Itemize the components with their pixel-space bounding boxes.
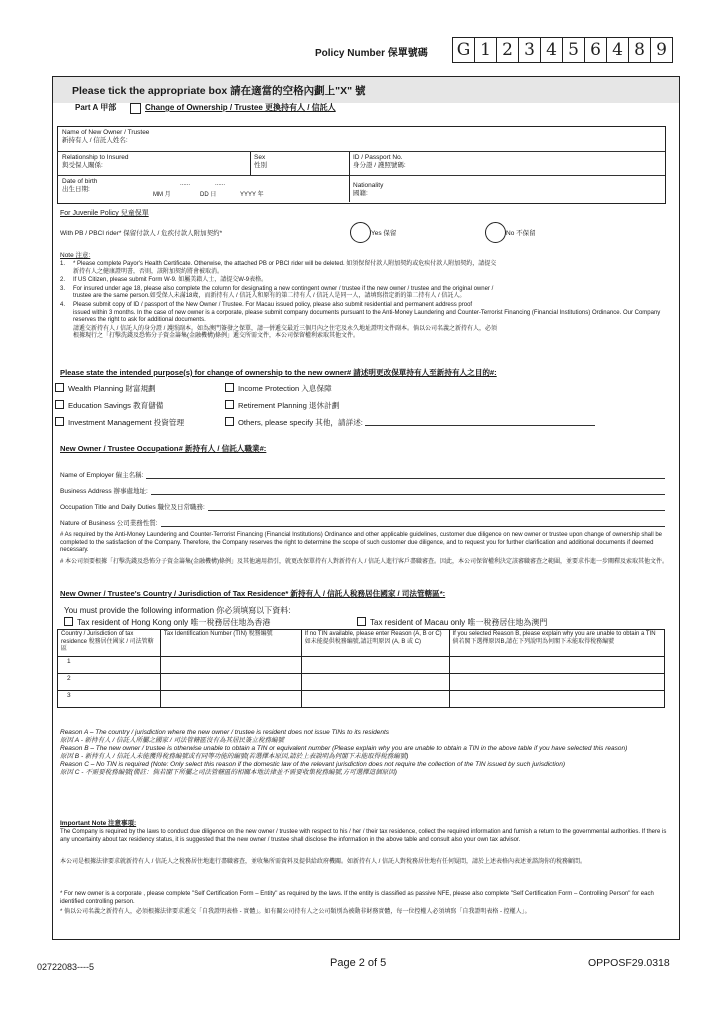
reason-text-en: Reason B – The new owner / trustee is otherwise unable to obtain a TIN or equivalent number (Please explain why you are unable to obtain a TIN in the above table if you have selected this reason) xyxy=(60,745,628,752)
dob-day-label: DD 日 xyxy=(200,192,217,198)
sex-label: Sex xyxy=(254,154,266,161)
purpose-option[interactable] xyxy=(55,383,225,394)
purpose-checkbox[interactable] xyxy=(225,383,234,392)
purpose-option[interactable] xyxy=(225,417,605,428)
note-number xyxy=(60,326,73,341)
tax-row-number: 3 xyxy=(58,691,161,708)
relationship-label-cn: 與受保人關係: xyxy=(62,162,103,169)
tax-table-header: If you selected Reason B, please explain why you are unable to obtain a TIN 倘若閣下選擇原因B,請在下列說明為何閣下未能取得稅務編號 xyxy=(449,630,664,657)
occupation-field-label: Business Address 辦事處地址: xyxy=(60,488,148,495)
tax-table-cell[interactable] xyxy=(160,657,301,674)
yes-label: Yes 保留 xyxy=(371,230,397,237)
tax-table-header: Country / Jurisdiction of tax residence 稅務居住國家 / 司法管轄區 xyxy=(58,630,161,657)
occupation-note-en: # As required by the Anti-Money Laundering and Counter-Terrorist Financing (Financial Institutions) Ordinance and other applicable guidelines, customer due diligence on new owner or trustee upon change of ownership shall be completed to the satisfaction of the Company. Therefore, the Company reserves the right to determine the scope of such customer due diligence, and to request you for further clarification and additional documents if deemed necessary. xyxy=(60,532,663,554)
page-number: Page 2 of 5 xyxy=(330,957,387,969)
policy-digit-box: 4 xyxy=(606,38,628,62)
dob-separator: ...... xyxy=(215,181,226,187)
purpose-option[interactable] xyxy=(225,400,605,411)
occupation-field[interactable] xyxy=(60,512,665,528)
nationality-label: Nationality xyxy=(353,182,384,189)
instruction-text: Please tick the appropriate box 請在適當的空格內劃上"X" 號 xyxy=(72,85,366,97)
purpose-checkbox[interactable] xyxy=(225,400,234,409)
purpose-label: Wealth Planning 財富規劃 xyxy=(68,384,156,393)
purpose-label: Investment Management 投資管理 xyxy=(68,418,185,427)
tax-table-cell[interactable] xyxy=(301,691,449,708)
dob-label: Date of birth xyxy=(62,178,98,185)
new-owner-name-label-cn: 新持有人 / 信託人姓名: xyxy=(62,137,128,144)
dob-month-label: MM 月 xyxy=(153,192,171,198)
note-number: 3. xyxy=(60,285,66,292)
purpose-label: Education Savings 教育儲備 xyxy=(68,401,164,410)
purpose-label: Income Protection 入息保障 xyxy=(238,384,332,393)
corporate-note-cn: * 倘以公司名義之新持有人，必須根據法律要求遞交「自我證明表格 - 實體」。如有關公司持有人之公司類別為被動非財務實體，每一位控權人必須填寫「自我證明表格 - 控權人」。 xyxy=(60,909,531,915)
tax-table-cell[interactable] xyxy=(160,674,301,691)
policy-digit-box: 8 xyxy=(628,38,650,62)
tax-table-row xyxy=(58,674,665,691)
pb-rider-label: With PB / PBCI rider* 保留付款人 / 危疾付款人附加契約* xyxy=(60,230,223,237)
form-version: OPPOSF29.0318 xyxy=(588,957,670,969)
tax-reason xyxy=(60,729,668,745)
yes-radio[interactable] xyxy=(350,222,371,243)
tax-reason xyxy=(60,745,668,761)
tax-table-cell[interactable] xyxy=(301,657,449,674)
policy-digit-box: 5 xyxy=(562,38,584,62)
purpose-option[interactable] xyxy=(55,417,225,428)
tax-must-provide: You must provide the following information 你必須填寫以下資料: xyxy=(64,606,291,615)
policy-number-label: Policy Number 保單號碼 xyxy=(315,48,428,59)
no-label: No 不保留 xyxy=(506,230,536,237)
notes-list xyxy=(60,261,665,342)
occupation-title: New Owner / Trustee Occupation# 新持有人 / 信託人職業#: xyxy=(60,444,267,453)
purpose-checkbox[interactable] xyxy=(225,417,234,426)
note-number: 1. xyxy=(60,261,66,267)
nationality-label-cn: 國籍: xyxy=(353,190,368,197)
tax-hk-label: Tax resident of Hong Kong only 唯一稅務居住地為香港 xyxy=(77,618,271,627)
note-item xyxy=(60,277,665,285)
note-number: 2. xyxy=(60,277,66,284)
note-number: 4. xyxy=(60,301,66,308)
reason-text-cn: 原因 C - 不需要稅務編號(備註：倘若閣下所屬之司法管轄區的相關本地法律並不需要收集稅務編號,方可選擇這個原因) xyxy=(60,769,397,776)
note-text: 請遞交新持有人 / 信託人的身分證 / 護照副本。如為澳門簽發之保單，請一併遞交最近三個月內之住宅及永久地址證明文件副本。倘以公司名義之新持有人，必須 根據現行之「打擊洗錢及恐怖分子資金籌集(金融機構)條例」遞交所需文件，本公司保留權利索取其他文件。 xyxy=(73,325,498,340)
purpose-options xyxy=(55,383,655,428)
occupation-field-input[interactable] xyxy=(208,510,665,511)
notes-title: Note 注意: xyxy=(60,252,91,259)
id-passport-label-cn: 身分證 / 護照號碼: xyxy=(353,162,406,169)
purpose-title: Please state the intended purpose(s) for change of ownership to the new owner# 請述明更改保單持有人至新持有人之目的#: xyxy=(60,368,497,377)
part-a-checkbox[interactable] xyxy=(130,103,141,114)
note-item xyxy=(60,326,665,341)
occupation-field-input[interactable] xyxy=(161,526,665,527)
others-specify-line[interactable] xyxy=(365,425,595,426)
occupation-field-label: Name of Employer 僱主名稱: xyxy=(60,472,144,479)
occupation-field-input[interactable] xyxy=(146,478,665,479)
important-note-en: The Company is required by the laws to conduct due diligence on the new owner / trustee with respect to his / her / their tax residence, collect the required information and furnish a return to the governmental authorities. If there is any uncertainty about tax residency status, it is suggested that the new owner / trustee shall disclose the information in the above table and consult also your own tax advisor. xyxy=(60,829,667,843)
note-text: Please submit copy of ID / passport of the New Owner / Trustee. For Macau issued policy, please also submit residential and permanent address proof issued within 3 months. In the case of new owner is a corporate, please submit company documents pursuant to the Anti-Money Laundering and Counter-Terrorist Financing (Financial Institutions) Ordinance. Our Company reserves the right to ask for additional documents. xyxy=(73,301,661,324)
tax-row-number: 2 xyxy=(58,674,161,691)
policy-digit-box: 4 xyxy=(540,38,562,62)
reason-text-en: Reason A – The country / jurisdiction where the new owner / trustee is resident does not issue TINs to its residents xyxy=(60,729,390,736)
important-note-cn: 本公司是根據法律要求就新持有人 / 信託人之稅務居住地進行盡職審查，並收集所需資料及提供給政府機關。如新持有人 / 信託人對稅務居住地有任何疑問，請於上述表格內表述並諮詢你的稅務顧問。 xyxy=(60,859,587,865)
part-a-title: Change of Ownership / Trustee 更換持有人 / 信託人 xyxy=(145,103,336,112)
purpose-checkbox[interactable] xyxy=(55,400,64,409)
tax-table-cell[interactable] xyxy=(449,674,664,691)
form-code: 02722083----5 xyxy=(37,962,95,972)
reason-text-cn: 原因 A - 新持有人 / 信託人所屬之國家 / 司法管轄區沒有為其居民簽立稅務編號 xyxy=(60,737,285,744)
policy-digit-box: 1 xyxy=(474,38,496,62)
policy-digit-box: G xyxy=(456,40,471,60)
occupation-field[interactable] xyxy=(60,462,665,480)
no-radio[interactable] xyxy=(485,222,506,243)
new-owner-name-label: Name of New Owner / Trustee xyxy=(62,129,150,136)
tax-reason xyxy=(60,761,668,777)
policy-digit-box: 6 xyxy=(584,38,606,62)
policy-digit-box: 2 xyxy=(496,38,518,62)
important-note-title: Important Note 注意事項: xyxy=(60,820,137,827)
reason-text-en: Reason C – No TIN is required (Note: Only select this reason if the domestic law of the relevant jurisdiction does not require the collection of the TIN issued by such jurisdiction) xyxy=(60,761,566,768)
tax-table-cell[interactable] xyxy=(160,691,301,708)
note-text: For insured under age 18, please also complete the column for designating a new contingent owner / trustee if the new owner / trustee and the original owner / trustee are the same person.如受保人未滿18歲，而新持有人 / 信託人和原有的第二持有人 / 信託人是同一人，請填寫指定新的第二持有人 / 信託人。 xyxy=(73,285,494,300)
purpose-checkbox[interactable] xyxy=(55,383,64,392)
tax-table-header: If no TIN available, please enter Reason (A, B or C) 如未能提供稅務編號,請註明原因 (A, B 或 C) xyxy=(301,630,449,657)
policy-digit-box: 3 xyxy=(518,38,540,62)
occupation-fields xyxy=(60,462,665,528)
tax-row-number: 1 xyxy=(58,657,161,674)
tax-title: New Owner / Trustee's Country / Jurisdiction of Tax Residence* 新持有人 / 信託人稅務居住國家 / 司法管轄區*: xyxy=(60,589,446,598)
policy-digit-box: 9 xyxy=(650,38,672,62)
occupation-field[interactable] xyxy=(60,496,665,512)
occupation-field[interactable] xyxy=(60,480,665,496)
hk-checkbox[interactable] xyxy=(64,617,73,626)
note-item xyxy=(60,302,665,325)
purpose-label: Others, please specify 其他，請詳述: xyxy=(238,418,363,427)
id-passport-label: ID / Passport No. xyxy=(353,154,403,161)
policy-number-boxes[interactable] xyxy=(452,37,673,63)
occupation-field-label: Occupation Title and Daily Duties 職位及日常職務: xyxy=(60,504,205,511)
reason-text-cn: 原因 B - 新持有人 / 信託人未能獲得稅務編號或有同等功能的編號(若選擇本原因,請於上表說明為何閣下未能取得稅務編號) xyxy=(60,753,409,760)
note-item xyxy=(60,286,665,301)
purpose-label: Retirement Planning 退休計劃 xyxy=(238,401,340,410)
purpose-option[interactable] xyxy=(225,383,605,394)
dob-year-label: YYYY 年 xyxy=(240,192,264,198)
tax-table-row xyxy=(58,691,665,708)
note-text: If US Citizen, please submit Form W-9. 如屬美籍人士，請提交W-9表格。 xyxy=(73,277,268,284)
juvenile-title: For Juvenile Policy 兒童保單 xyxy=(60,210,149,217)
note-text: * Please complete Payor's Health Certificate. Otherwise, the attached PB or PBCI rider will be deleted. 如須保留付款人附加契約或危疾付款人附加契約，請提交 新持有人之健康證明書，否則，該附加契約將會被取消。 xyxy=(73,261,497,275)
tax-table-cell[interactable] xyxy=(301,674,449,691)
occupation-note-cn: # 本公司須要根據「打擊洗錢及恐怖分子資金籌集(金融機構)條例」及其他適用指引，就更改保單持有人對新持有人 / 信託人進行客戶盡職審查。因此，本公司保留權利決定該審職審查之範圍，並要求作進一步闡釋及索取其他文件。 xyxy=(60,559,669,565)
tax-residence-table xyxy=(57,629,665,708)
sex-label-cn: 性別 xyxy=(254,162,267,169)
dob-separator: ...... xyxy=(180,181,191,187)
relationship-label: Relationship to Insured xyxy=(62,154,129,161)
tax-table-cell[interactable] xyxy=(449,657,664,674)
corporate-note-en: * For new owner is a corporate , please complete "Self Certification Form – Entity" as required by the laws. If the entity is classified as passive NFE, please also complete "Self Certification Form – Controlling Person" for each identified controlling person. xyxy=(60,891,654,905)
tax-table-row xyxy=(58,657,665,674)
purpose-checkbox[interactable] xyxy=(55,417,64,426)
part-a-label: Part A 甲部 xyxy=(75,103,117,112)
tax-macau-label: Tax resident of Macau only 唯一稅務居住地為澳門 xyxy=(370,618,548,627)
tax-reasons xyxy=(60,729,668,777)
tax-macau-option[interactable] xyxy=(357,617,547,628)
occupation-field-label: Nature of Business 公司業務性質: xyxy=(60,520,158,527)
occupation-field-input[interactable] xyxy=(151,494,665,495)
purpose-option[interactable] xyxy=(55,400,225,411)
note-item xyxy=(60,261,665,276)
macau-checkbox[interactable] xyxy=(357,617,366,626)
tax-hk-option[interactable] xyxy=(64,617,270,628)
tax-table-header: Tax Identification Number (TIN) 稅務編號 xyxy=(160,630,301,657)
dob-label-cn: 出生日期: xyxy=(62,186,90,193)
tax-table-cell[interactable] xyxy=(449,691,664,708)
